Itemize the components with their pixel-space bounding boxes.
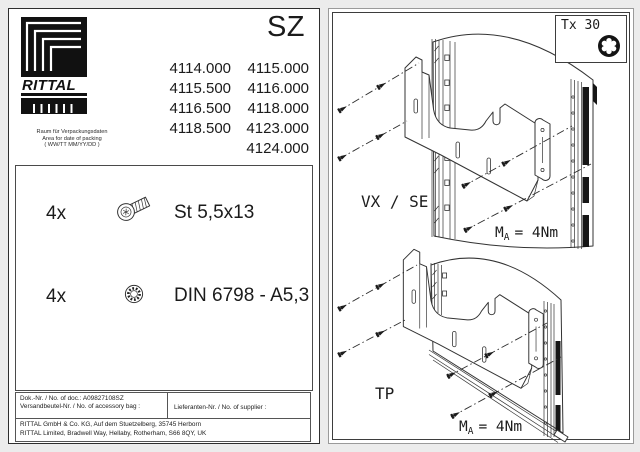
address-line-uk: RITTAL Limited, Bradwell Way, Hellaby, Rotherham, S66 8QY, UK [20, 429, 207, 437]
right-page [328, 8, 634, 444]
packing-note-line: Raum für Verpackungsdaten [36, 129, 108, 135]
model-number: 4114.000 [169, 60, 231, 77]
torx-label: Tx 30 [561, 18, 601, 33]
model-number: 4118.000 [247, 100, 309, 117]
left-page [8, 8, 320, 444]
drawing-label-tp: TP [375, 384, 395, 403]
logo-motif [21, 17, 87, 77]
supplier-label: Lieferanten-Nr. / No. of supplier : [174, 404, 267, 411]
assembly-drawing-svg [329, 9, 635, 445]
address-line-de: RITTAL GmbH & Co. KG, Auf dem Stuetzelberg, 35745 Herborn [20, 421, 202, 428]
screw-icon [112, 188, 162, 230]
torx-size-box [555, 15, 627, 63]
packing-note [17, 129, 127, 149]
part-spec: St 5,5x13 [174, 202, 255, 223]
model-number: 4123.000 [246, 120, 309, 137]
drawing-vx-se [337, 34, 597, 249]
torque-label: $M_A = 4Nm$ [495, 225, 559, 243]
drawing-label-vx-se: VX / SE [361, 192, 429, 211]
logo-wordmark: RITTAL [21, 77, 87, 96]
model-number: 4118.500 [169, 120, 231, 137]
doc-and-bag-cell [16, 393, 168, 418]
parts-box [15, 165, 313, 391]
model-number: 4115.500 [169, 80, 231, 97]
packing-note-line: Area for date of packing [42, 135, 102, 142]
logo-comb [21, 98, 87, 114]
part-spec: DIN 6798 - A5,3 [174, 285, 310, 306]
model-number-list [168, 59, 309, 159]
model-number-column [246, 59, 309, 159]
page-title: SZ [266, 11, 305, 43]
accessory-bag-label: Versandbeutel-Nr. / No. of accessory bag : [20, 403, 141, 411]
model-number-column [168, 59, 231, 159]
packing-note-line: ( WW/TT MM/YY/DD ) [44, 142, 100, 149]
washer-icon [119, 279, 149, 309]
address-box [15, 418, 311, 442]
supplier-cell [168, 393, 310, 418]
model-number: 4115.000 [247, 60, 309, 77]
model-number: 4124.000 [246, 140, 309, 157]
model-number: 4116.500 [169, 100, 231, 117]
model-number: 4116.000 [247, 80, 309, 97]
part-qty: 4x [46, 286, 67, 307]
torque-label: $M_A = 4Nm$ [459, 419, 523, 437]
footer-info-box [15, 392, 311, 419]
drawing-tp [337, 249, 568, 442]
logo-comb-slits [33, 104, 77, 113]
torx-bit-icon [596, 33, 622, 59]
doc-number: Dok.-Nr. / No. of doc.: A09827108SZ [20, 395, 124, 402]
part-qty: 4x [46, 203, 67, 224]
rittal-logo [21, 17, 87, 114]
